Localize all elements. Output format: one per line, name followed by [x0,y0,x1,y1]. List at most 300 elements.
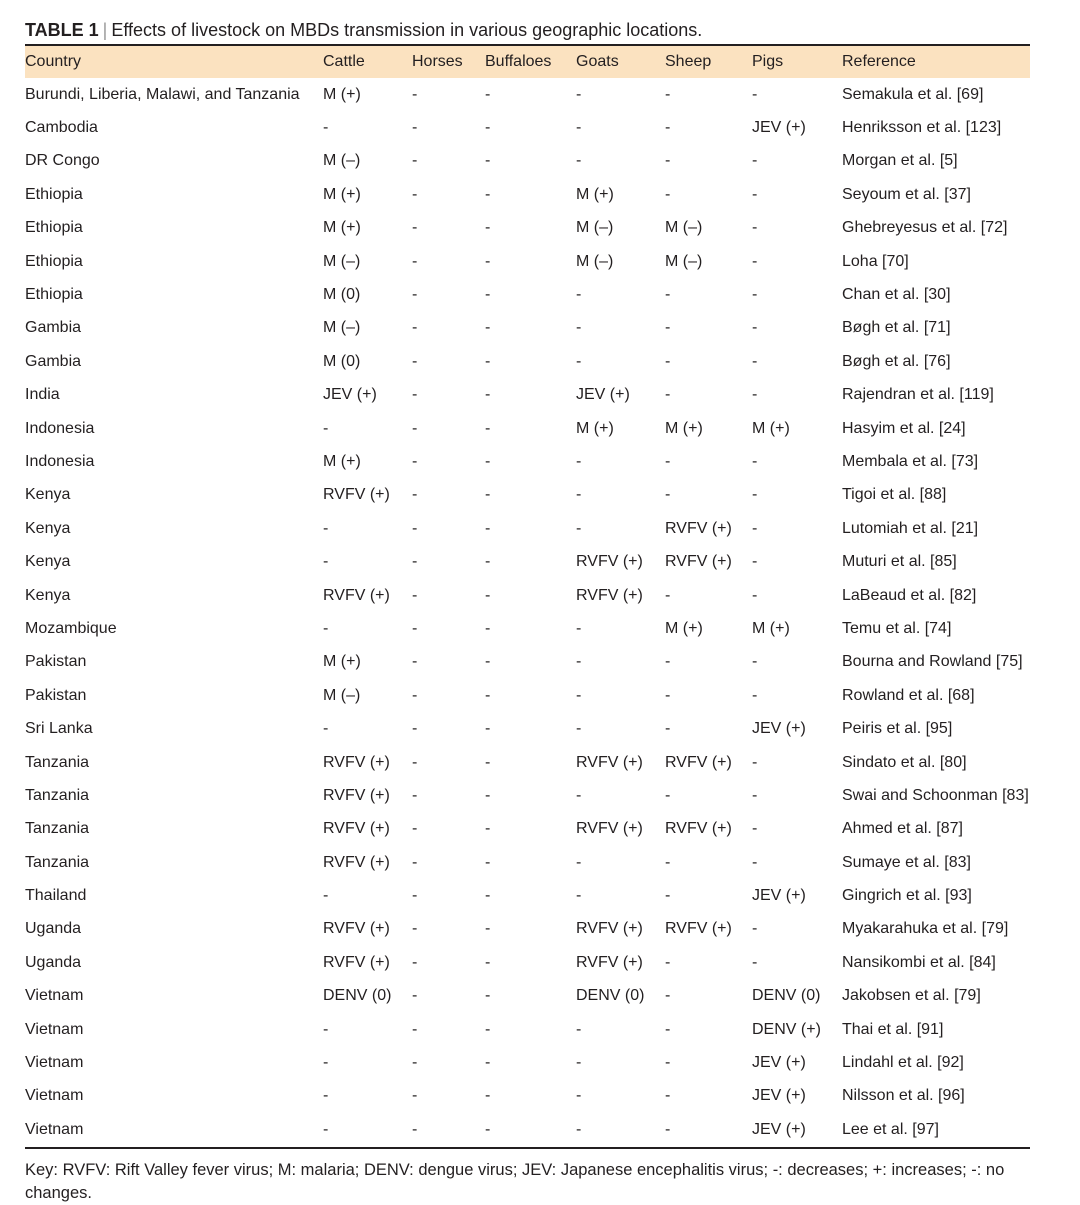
cell-cattle: - [323,553,329,571]
cell-buffaloes: - [485,953,491,971]
cell-country: Gambia [25,319,82,337]
cell-horses: - [412,586,418,604]
cell-pigs: - [752,853,758,871]
cell-sheep: - [665,486,671,504]
cell-buffaloes: - [485,720,491,738]
cell-pigs: - [752,152,758,170]
cell-sheep: RVFV (+) [665,753,732,771]
table-row [25,1113,1030,1147]
caption-separator: | [102,20,108,40]
cell-buffaloes: - [485,619,491,637]
cell-cattle: M (–) [323,686,361,704]
cell-buffaloes: - [485,452,491,470]
table-row [25,145,1030,178]
cell-horses: - [412,152,418,170]
cell-pigs: - [752,219,758,237]
cell-horses: - [412,786,418,804]
column-header-reference: Reference [842,53,916,70]
cell-goats: - [576,319,582,337]
cell-country: Gambia [25,352,82,370]
table-row [25,946,1030,979]
cell-cattle: - [323,1087,329,1105]
cell-buffaloes: - [485,653,491,671]
cell-goats: M (+) [576,419,614,437]
cell-goats: - [576,119,582,137]
cell-cattle: DENV (0) [323,987,392,1005]
cell-sheep: M (+) [665,619,703,637]
cell-country: Ethiopia [25,252,83,270]
cell-goats: - [576,653,582,671]
cell-buffaloes: - [485,85,491,103]
cell-cattle: M (0) [323,286,361,304]
cell-cattle: M (+) [323,219,361,237]
cell-country: Ethiopia [25,185,83,203]
cell-pigs: - [752,786,758,804]
cell-reference: Muturi et al. [85] [842,553,957,571]
cell-cattle: - [323,519,329,537]
cell-pigs: - [752,85,758,103]
table-row [25,1013,1030,1046]
column-header-goats: Goats [576,53,619,70]
cell-pigs: - [752,920,758,938]
cell-goats: DENV (0) [576,987,645,1005]
cell-country: Mozambique [25,619,117,637]
cell-goats: - [576,887,582,905]
cell-buffaloes: - [485,119,491,137]
cell-pigs: - [752,586,758,604]
cell-pigs: - [752,286,758,304]
cell-sheep: - [665,1087,671,1105]
cell-sheep: M (+) [665,419,703,437]
cell-sheep: - [665,686,671,704]
cell-cattle: M (+) [323,653,361,671]
cell-goats: JEV (+) [576,386,630,404]
cell-buffaloes: - [485,319,491,337]
cell-horses: - [412,887,418,905]
cell-cattle: M (+) [323,185,361,203]
cell-reference: LaBeaud et al. [82] [842,586,977,604]
cell-country: Sri Lanka [25,720,93,738]
cell-country: Tanzania [25,753,90,771]
cell-country: Vietnam [25,1087,84,1105]
column-header-pigs: Pigs [752,53,784,70]
cell-pigs: - [752,452,758,470]
cell-reference: Lutomiah et al. [21] [842,519,979,537]
cell-sheep: - [665,319,671,337]
cell-cattle: - [323,1120,329,1138]
table-row [25,379,1030,412]
cell-pigs: - [752,653,758,671]
table-row [25,813,1030,846]
cell-reference: Loha [70] [842,252,909,270]
cell-buffaloes: - [485,553,491,571]
cell-reference: Bøgh et al. [76] [842,352,951,370]
table-row [25,579,1030,612]
cell-horses: - [412,519,418,537]
cell-pigs: DENV (0) [752,987,821,1005]
cell-country: Uganda [25,920,82,938]
cell-buffaloes: - [485,820,491,838]
cell-cattle: RVFV (+) [323,586,390,604]
cell-buffaloes: - [485,219,491,237]
cell-horses: - [412,1087,418,1105]
cell-horses: - [412,820,418,838]
cell-horses: - [412,252,418,270]
cell-buffaloes: - [485,185,491,203]
cell-sheep: RVFV (+) [665,920,732,938]
cell-sheep: RVFV (+) [665,820,732,838]
table-row [25,779,1030,812]
cell-horses: - [412,1054,418,1072]
cell-cattle: - [323,720,329,738]
cell-horses: - [412,619,418,637]
cell-reference: Lindahl et al. [92] [842,1054,964,1072]
cell-sheep: - [665,720,671,738]
cell-horses: - [412,853,418,871]
cell-sheep: RVFV (+) [665,553,732,571]
cell-country: India [25,386,60,404]
cell-sheep: - [665,386,671,404]
cell-country: Indonesia [25,419,95,437]
cell-country: DR Congo [25,152,100,170]
cell-reference: Membala et al. [73] [842,452,979,470]
cell-sheep: - [665,1054,671,1072]
cell-pigs: - [752,486,758,504]
cell-goats: - [576,486,582,504]
cell-country: Tanzania [25,786,90,804]
cell-reference: Nansikombi et al. [84] [842,953,996,971]
cell-pigs: JEV (+) [752,720,806,738]
cell-horses: - [412,953,418,971]
livestock-mbd-table [25,44,1030,1149]
table-key: Key: RVFV: Rift Valley fever virus; M: malaria; DENV: dengue virus; JEV: Japanese encephalitis virus; -: decreases; +: increases; -: no changes. [25,1160,1005,1202]
cell-goats: RVFV (+) [576,553,643,571]
cell-country: Tanzania [25,820,90,838]
cell-horses: - [412,686,418,704]
table-row [25,312,1030,345]
table-row [25,879,1030,912]
cell-cattle: M (+) [323,85,361,103]
cell-country: Ethiopia [25,219,83,237]
cell-buffaloes: - [485,753,491,771]
cell-goats: - [576,1054,582,1072]
cell-reference: Ghebreyesus et al. [72] [842,219,1008,237]
table-row [25,512,1030,545]
cell-reference: Rajendran et al. [119] [842,386,994,404]
cell-pigs: - [752,185,758,203]
cell-country: Tanzania [25,853,90,871]
cell-goats: - [576,1020,582,1038]
cell-country: Cambodia [25,119,98,137]
cell-horses: - [412,319,418,337]
table-header [25,45,1030,78]
cell-pigs: - [752,686,758,704]
cell-pigs: JEV (+) [752,1120,806,1138]
cell-sheep: - [665,853,671,871]
table-row [25,1046,1030,1079]
table-row [25,412,1030,445]
cell-reference: Ahmed et al. [87] [842,820,963,838]
cell-buffaloes: - [485,252,491,270]
cell-country: Pakistan [25,653,87,671]
cell-reference: Morgan et al. [5] [842,152,958,170]
cell-buffaloes: - [485,887,491,905]
cell-reference: Hasyim et al. [24] [842,419,966,437]
table-row [25,479,1030,512]
cell-goats: - [576,85,582,103]
cell-country: Vietnam [25,987,84,1005]
cell-reference: Gingrich et al. [93] [842,887,972,905]
cell-cattle: RVFV (+) [323,853,390,871]
cell-sheep: - [665,152,671,170]
cell-pigs: - [752,820,758,838]
caption-text: Effects of livestock on MBDs transmission in various geographic locations. [111,20,703,40]
cell-sheep: - [665,452,671,470]
cell-goats: - [576,619,582,637]
cell-cattle: - [323,119,329,137]
table-body [25,78,1030,1148]
cell-pigs: - [752,319,758,337]
cell-horses: - [412,486,418,504]
cell-country: Indonesia [25,452,95,470]
cell-reference: Semakula et al. [69] [842,85,984,103]
cell-horses: - [412,452,418,470]
cell-reference: Bøgh et al. [71] [842,319,951,337]
cell-sheep: - [665,119,671,137]
cell-goats: - [576,720,582,738]
cell-horses: - [412,119,418,137]
cell-horses: - [412,286,418,304]
cell-goats: - [576,152,582,170]
header-row [25,45,1030,78]
cell-goats: RVFV (+) [576,820,643,838]
table-caption [25,18,1030,44]
cell-country: Burundi, Liberia, Malawi, and Tanzania [25,85,300,103]
cell-buffaloes: - [485,686,491,704]
cell-sheep: - [665,786,671,804]
cell-cattle: RVFV (+) [323,820,390,838]
cell-country: Kenya [25,519,71,537]
cell-country: Kenya [25,586,71,604]
cell-cattle: M (–) [323,319,361,337]
column-header-country: Country [25,53,82,70]
table-row [25,612,1030,645]
cell-sheep: M (–) [665,219,703,237]
table-row [25,278,1030,311]
cell-buffaloes: - [485,786,491,804]
cell-country: Kenya [25,553,71,571]
cell-goats: - [576,1120,582,1138]
cell-pigs: M (+) [752,619,790,637]
column-header-horses: Horses [412,53,463,70]
cell-horses: - [412,185,418,203]
cell-goats: RVFV (+) [576,953,643,971]
cell-sheep: - [665,586,671,604]
cell-reference: Swai and Schoonman [83] [842,786,1029,804]
cell-buffaloes: - [485,419,491,437]
cell-reference: Bourna and Rowland [75] [842,653,1023,671]
table-row [25,913,1030,946]
cell-country: Kenya [25,486,71,504]
cell-sheep: - [665,653,671,671]
cell-cattle: M (0) [323,352,361,370]
cell-reference: Jakobsen et al. [79] [842,987,981,1005]
cell-pigs: - [752,753,758,771]
cell-buffaloes: - [485,486,491,504]
table-row [25,679,1030,712]
cell-horses: - [412,653,418,671]
cell-buffaloes: - [485,352,491,370]
cell-reference: Temu et al. [74] [842,619,952,637]
cell-reference: Rowland et al. [68] [842,686,975,704]
table-row [25,78,1030,111]
cell-buffaloes: - [485,286,491,304]
column-header-sheep: Sheep [665,53,712,70]
column-header-buffaloes: Buffaloes [485,53,552,70]
cell-cattle: RVFV (+) [323,753,390,771]
cell-cattle: - [323,1020,329,1038]
cell-buffaloes: - [485,152,491,170]
cell-sheep: - [665,286,671,304]
cell-sheep: - [665,352,671,370]
cell-country: Pakistan [25,686,87,704]
cell-horses: - [412,987,418,1005]
cell-sheep: - [665,85,671,103]
cell-goats: RVFV (+) [576,920,643,938]
cell-reference: Sindato et al. [80] [842,753,967,771]
cell-goats: - [576,519,582,537]
cell-cattle: - [323,887,329,905]
table-row [25,712,1030,745]
cell-cattle: JEV (+) [323,386,377,404]
cell-reference: Sumaye et al. [83] [842,853,971,871]
cell-horses: - [412,920,418,938]
cell-pigs: - [752,953,758,971]
cell-cattle: RVFV (+) [323,786,390,804]
cell-goats: - [576,286,582,304]
cell-pigs: JEV (+) [752,119,806,137]
table-row [25,980,1030,1013]
cell-pigs: - [752,386,758,404]
cell-country: Thailand [25,887,87,905]
cell-sheep: - [665,1020,671,1038]
cell-pigs: JEV (+) [752,1087,806,1105]
cell-horses: - [412,720,418,738]
cell-pigs: JEV (+) [752,1054,806,1072]
cell-country: Vietnam [25,1120,84,1138]
table-label: TABLE 1 [25,20,99,40]
cell-goats: RVFV (+) [576,586,643,604]
cell-goats: RVFV (+) [576,753,643,771]
cell-horses: - [412,553,418,571]
cell-sheep: RVFV (+) [665,519,732,537]
cell-cattle: M (–) [323,252,361,270]
cell-reference: Tigoi et al. [88] [842,486,947,504]
cell-horses: - [412,386,418,404]
cell-reference: Chan et al. [30] [842,286,951,304]
cell-goats: - [576,853,582,871]
cell-buffaloes: - [485,853,491,871]
cell-cattle: RVFV (+) [323,920,390,938]
cell-reference: Seyoum et al. [37] [842,185,971,203]
cell-country: Ethiopia [25,286,83,304]
cell-cattle: - [323,619,329,637]
cell-buffaloes: - [485,1054,491,1072]
cell-reference: Henriksson et al. [123] [842,119,1002,137]
cell-reference: Nilsson et al. [96] [842,1087,965,1105]
cell-buffaloes: - [485,586,491,604]
cell-horses: - [412,419,418,437]
cell-horses: - [412,85,418,103]
cell-sheep: - [665,953,671,971]
cell-pigs: - [752,252,758,270]
cell-cattle: - [323,1054,329,1072]
cell-buffaloes: - [485,386,491,404]
cell-buffaloes: - [485,987,491,1005]
cell-country: Vietnam [25,1054,84,1072]
cell-reference: Lee et al. [97] [842,1120,939,1138]
cell-goats: - [576,686,582,704]
cell-goats: M (+) [576,185,614,203]
table-row [25,178,1030,211]
cell-horses: - [412,219,418,237]
cell-cattle: M (–) [323,152,361,170]
cell-cattle: RVFV (+) [323,953,390,971]
table-row [25,111,1030,144]
table-row [25,245,1030,278]
cell-horses: - [412,753,418,771]
cell-reference: Peiris et al. [95] [842,720,953,738]
cell-pigs: - [752,553,758,571]
cell-sheep: M (–) [665,252,703,270]
column-header-cattle: Cattle [323,53,365,70]
cell-sheep: - [665,1120,671,1138]
cell-horses: - [412,352,418,370]
cell-buffaloes: - [485,1020,491,1038]
cell-buffaloes: - [485,1120,491,1138]
cell-goats: M (–) [576,252,614,270]
table-row [25,345,1030,378]
cell-buffaloes: - [485,920,491,938]
cell-country: Vietnam [25,1020,84,1038]
cell-goats: - [576,352,582,370]
table-row [25,445,1030,478]
cell-sheep: - [665,185,671,203]
table-row [25,746,1030,779]
table-row [25,545,1030,578]
cell-horses: - [412,1120,418,1138]
cell-goats: - [576,452,582,470]
cell-goats: M (–) [576,219,614,237]
cell-horses: - [412,1020,418,1038]
table-row [25,646,1030,679]
cell-pigs: - [752,352,758,370]
table-row [25,846,1030,879]
cell-cattle: RVFV (+) [323,486,390,504]
cell-pigs: M (+) [752,419,790,437]
cell-buffaloes: - [485,519,491,537]
table-row [25,212,1030,245]
cell-sheep: - [665,987,671,1005]
cell-cattle: - [323,419,329,437]
cell-sheep: - [665,887,671,905]
table-figure [25,18,1030,1205]
cell-goats: - [576,1087,582,1105]
cell-buffaloes: - [485,1087,491,1105]
cell-goats: - [576,786,582,804]
cell-country: Uganda [25,953,82,971]
cell-reference: Thai et al. [91] [842,1020,944,1038]
